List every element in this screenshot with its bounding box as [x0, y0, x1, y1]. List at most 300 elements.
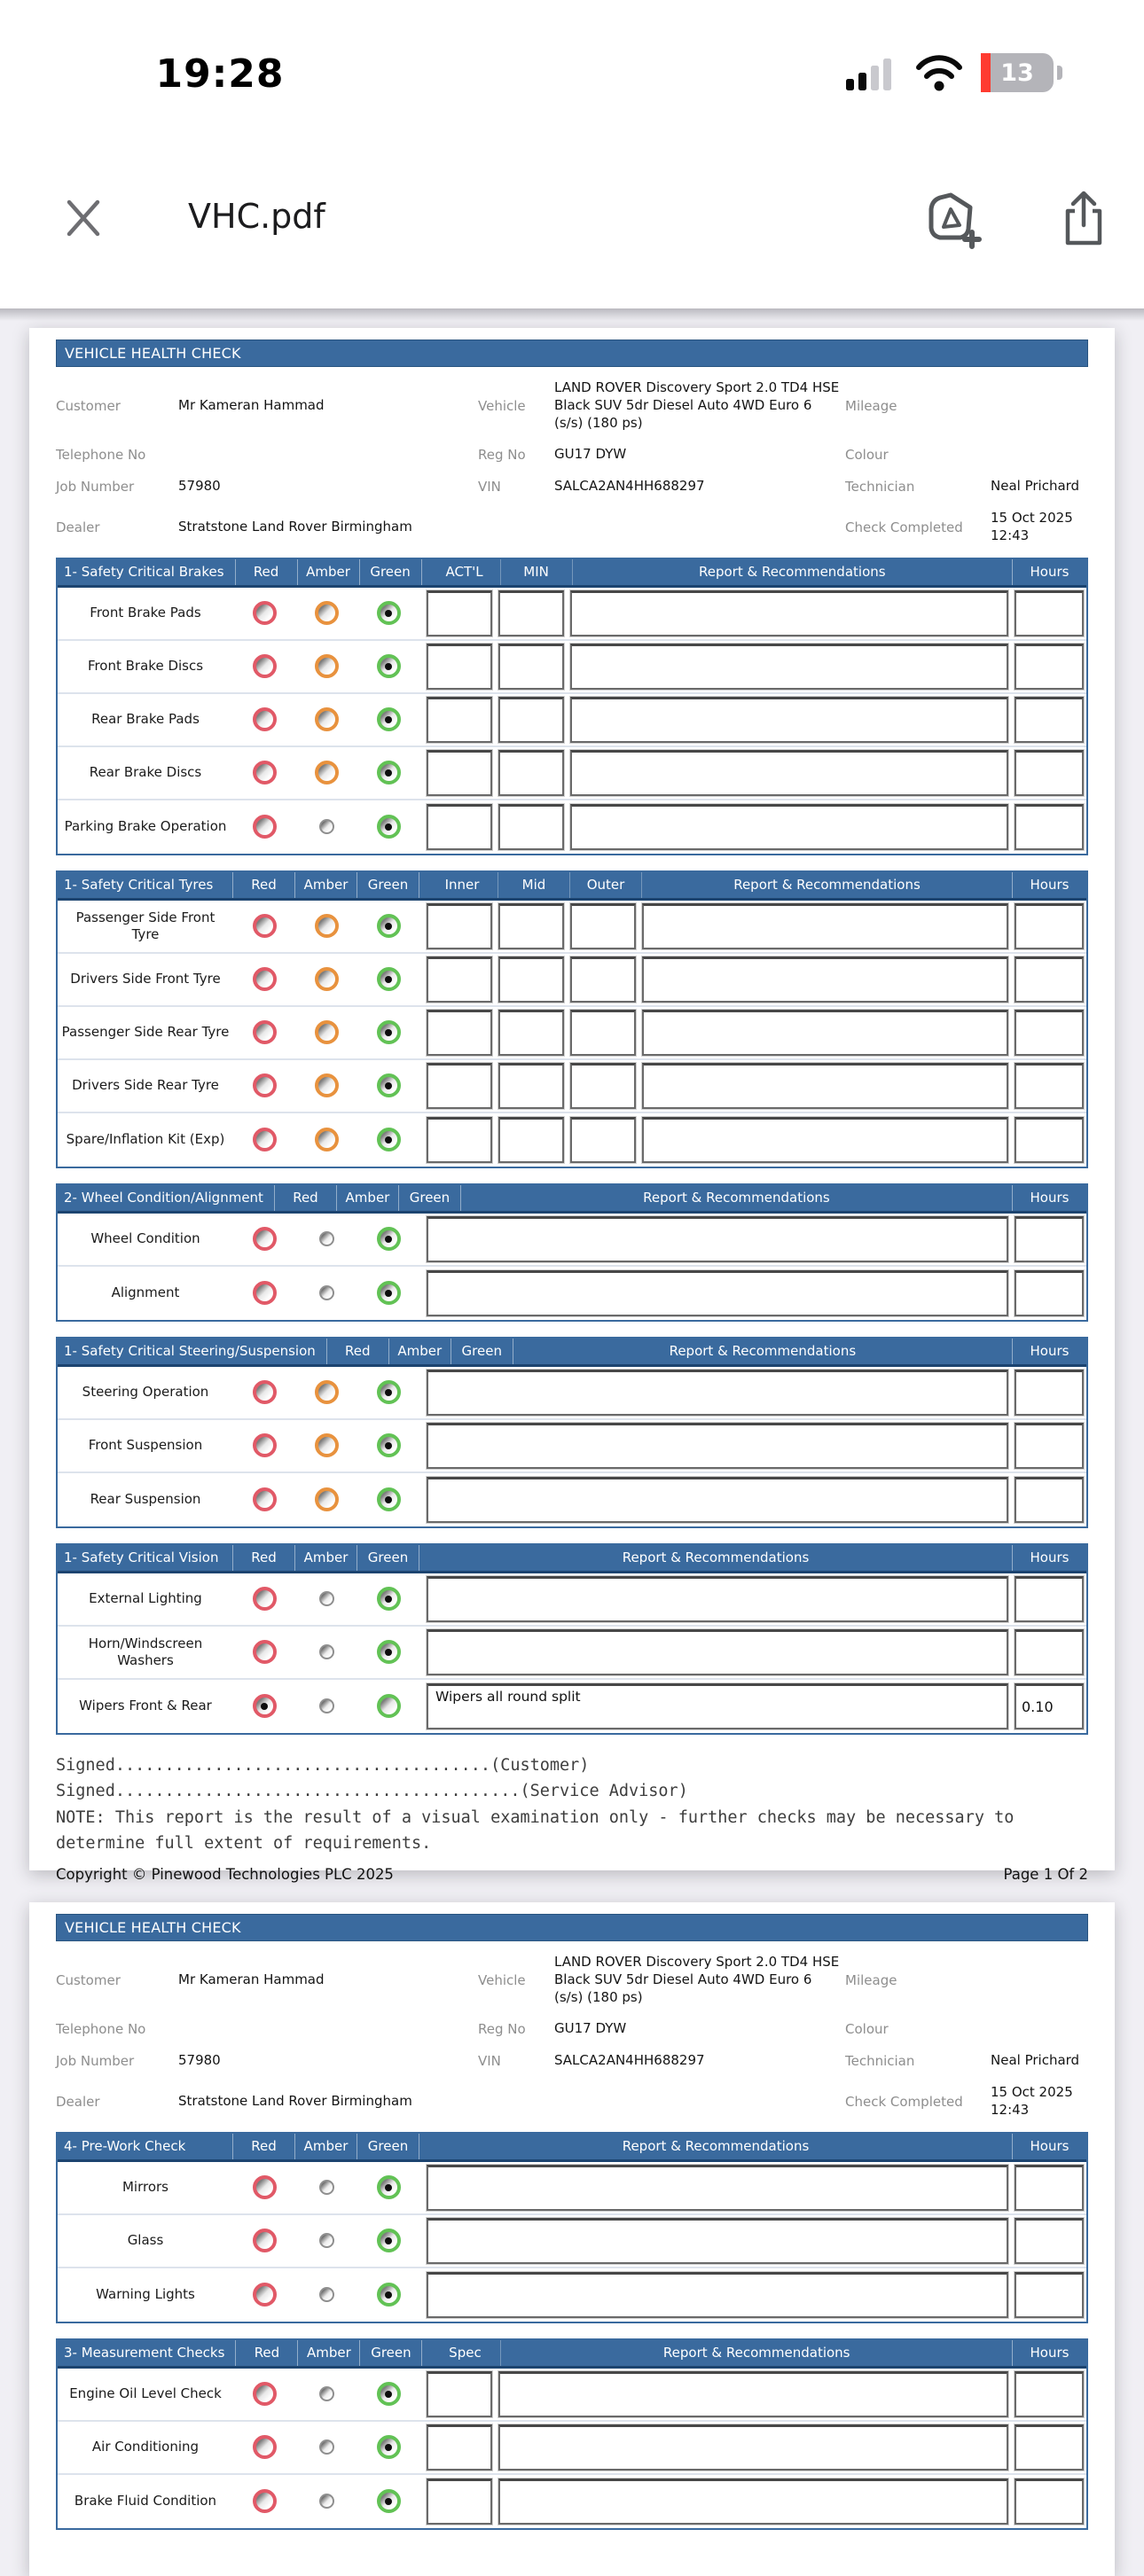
table-title: 1- Safety Critical Tyres: [58, 872, 233, 898]
row-label: Air Conditioning: [91, 2439, 200, 2455]
table-safety-critical-vision: [56, 1543, 1088, 1735]
report-box: [427, 2165, 1008, 2211]
green-radio-selected: [377, 914, 401, 938]
report-box: [427, 1576, 1008, 1622]
table-row: [58, 1007, 1086, 1060]
column-header-green: Green: [360, 2340, 422, 2366]
green-radio-selected: [377, 707, 401, 731]
hours-box: [1015, 804, 1084, 850]
column-header-report: Report & Recommendations: [662, 2345, 850, 2361]
green-radio-selected: [377, 601, 401, 625]
amber-radio: [315, 654, 339, 678]
red-radio: [253, 2435, 277, 2459]
red-radio: [253, 1128, 277, 1151]
info-value: [554, 520, 845, 535]
row-label: Mirrors: [121, 2179, 168, 2196]
info-value: [991, 2022, 1088, 2036]
table-row: [58, 588, 1086, 641]
amber-radio: [319, 819, 334, 834]
row-label: Steering Operation: [82, 1384, 209, 1401]
row-label: Wipers Front & Rear: [79, 1698, 212, 1714]
column-header-report: Report & Recommendations: [698, 564, 886, 581]
wifi-icon: [913, 53, 965, 92]
red-radio: [253, 707, 277, 731]
amber-radio: [315, 1380, 339, 1404]
column-header-report: Report & Recommendations: [733, 877, 921, 894]
table-row: [58, 1420, 1086, 1473]
info-value: SALCA2AN4HH688297: [554, 2052, 705, 2069]
measure-input-box: [498, 750, 564, 796]
report-box: [570, 590, 1008, 636]
info-label: Customer: [56, 397, 121, 414]
info-label: Mileage: [845, 1971, 897, 1988]
row-label: Wheel Condition: [90, 1230, 200, 1247]
hours-box: [1015, 956, 1084, 1003]
measure-input-box: [570, 956, 636, 1003]
signed-customer-line: Signed......................................(Customer): [56, 1755, 590, 1775]
column-header-red: Red: [236, 559, 298, 585]
hours-box: [1015, 1370, 1084, 1416]
measure-input-box: [498, 804, 564, 850]
measure-input-box: [570, 1010, 636, 1056]
table-wheel-condition-alignment: [56, 1183, 1088, 1322]
measure-input-box: [498, 1063, 564, 1109]
hours-box: [1015, 590, 1084, 636]
report-box: [427, 1370, 1008, 1416]
green-radio-selected: [377, 1433, 401, 1457]
amber-radio: [315, 601, 339, 625]
table-header-row: [58, 1339, 1086, 1367]
info-label: Colour: [845, 2021, 889, 2038]
row-label: Front Suspension: [88, 1437, 203, 1454]
green-radio-selected: [377, 2435, 401, 2459]
red-radio: [253, 601, 277, 625]
info-label: Colour: [845, 447, 889, 464]
measure-input-box: [427, 804, 492, 850]
hours-box: [1015, 2165, 1084, 2211]
table-steering-suspension: [56, 1337, 1088, 1528]
measure-input-box: [498, 1010, 564, 1056]
row-label: Glass: [127, 2232, 164, 2249]
table-row: [58, 1627, 1086, 1680]
table-safety-critical-tyres: [56, 870, 1088, 1168]
measure-input-box: [427, 2478, 492, 2525]
table-header-row: [58, 1545, 1086, 1573]
column-header-hours: Hours: [1012, 2134, 1086, 2159]
green-radio-selected: [377, 1128, 401, 1151]
row-label: Front Brake Discs: [87, 658, 204, 675]
hours-box: [1015, 2424, 1084, 2471]
measure-input-box: [427, 1117, 492, 1163]
measure-input-box: [570, 1063, 636, 1109]
vehicle-info-grid: [56, 1947, 1088, 2127]
table-title: 3- Measurement Checks: [58, 2340, 236, 2366]
row-label: Front Brake Pads: [90, 605, 201, 621]
hours-box: [1015, 1477, 1084, 1523]
measure-input-box: [427, 2424, 492, 2471]
row-label: Brake Fluid Condition: [74, 2493, 217, 2510]
red-radio: [253, 2382, 277, 2406]
report-box: [427, 2272, 1008, 2318]
hours-box: [1015, 697, 1084, 743]
table-row: [58, 2215, 1086, 2268]
green-radio-selected: [377, 1380, 401, 1404]
amber-radio: [315, 1073, 339, 1097]
amber-radio: [315, 1433, 339, 1457]
column-header-amber: Amber: [295, 872, 357, 898]
report-box: [427, 1423, 1008, 1469]
table-row: [58, 2268, 1086, 2322]
measure-input-box: [498, 956, 564, 1003]
measure-input-box: [498, 644, 564, 690]
info-label: Check Completed: [845, 519, 963, 535]
copyright-text: Copyright © Pinewood Technologies PLC 2025: [56, 1865, 394, 1883]
info-label: Telephone No: [56, 2021, 146, 2038]
close-button[interactable]: [51, 186, 115, 250]
report-box: [427, 2218, 1008, 2264]
measure-input-box: [498, 1117, 564, 1163]
green-radio-selected: [377, 2229, 401, 2252]
green-radio-selected: [377, 2175, 401, 2199]
green-radio-selected: [377, 1640, 401, 1664]
table-row: [58, 2475, 1086, 2528]
amber-radio: [319, 1231, 334, 1246]
row-label: Drivers Side Front Tyre: [70, 971, 221, 987]
battery-icon: [981, 53, 1062, 92]
amber-radio: [319, 2287, 334, 2302]
info-label: Technician: [845, 479, 915, 496]
column-header-measure: Inner: [427, 872, 498, 898]
hours-box: [1015, 1010, 1084, 1056]
table-row: [58, 800, 1086, 854]
report-box: [498, 2424, 1008, 2471]
red-radio: [253, 914, 277, 938]
column-header-report: Report & Recommendations: [643, 1190, 830, 1206]
info-label: Reg No: [478, 447, 526, 464]
report-box: [498, 2371, 1008, 2417]
amber-radio: [315, 707, 339, 731]
report-box: [642, 903, 1008, 949]
cellular-signal-icon: [844, 54, 897, 91]
row-label: Rear Brake Discs: [89, 764, 202, 781]
column-header-amber: Amber: [337, 1185, 399, 1211]
measure-input-box: [427, 750, 492, 796]
column-header-report: Report & Recommendations: [622, 1550, 810, 1566]
report-box: [570, 697, 1008, 743]
amber-radio: [319, 2439, 334, 2455]
info-label: Technician: [845, 2053, 915, 2070]
column-header-amber: Amber: [298, 2340, 360, 2366]
table-header-row: [58, 872, 1086, 901]
hours-box: [1015, 1423, 1084, 1469]
vehicle-info-grid: [56, 372, 1088, 552]
column-header-amber: Amber: [295, 1545, 357, 1571]
table-measurement-checks: [56, 2338, 1088, 2530]
info-value: 15 Oct 2025 12:43: [991, 2083, 1073, 2118]
red-radio: [253, 2283, 277, 2307]
vhc-title-bar: VEHICLE HEALTH CHECK: [56, 340, 1088, 367]
table-title: 1- Safety Critical Vision: [58, 1545, 233, 1571]
table-row: [58, 954, 1086, 1007]
info-value: [991, 1973, 1088, 1987]
report-box: Wipers all round split: [427, 1683, 1008, 1729]
column-header-green: Green: [360, 559, 422, 585]
red-radio: [253, 1281, 277, 1305]
amber-radio: [319, 1285, 334, 1300]
table-title: 1- Safety Critical Brakes: [58, 559, 236, 585]
hours-box: [1015, 2478, 1084, 2525]
red-radio-selected: [253, 1694, 277, 1718]
report-box: [642, 1117, 1008, 1163]
column-header-measure: MIN: [501, 559, 573, 585]
info-value: 57980: [178, 2052, 221, 2069]
amber-radio: [319, 2180, 334, 2195]
green-radio-selected: [377, 761, 401, 785]
info-value: LAND ROVER Discovery Sport 2.0 TD4 HSE Black SUV 5dr Diesel Auto 4WD Euro 6 (s/s) (180 ps): [554, 1954, 840, 2005]
red-radio: [253, 2229, 277, 2252]
pdf-page-1: [29, 328, 1115, 1883]
page-footer: [56, 1752, 1088, 1883]
column-header-green: Green: [357, 1545, 419, 1571]
vhc-title-bar: VEHICLE HEALTH CHECK: [56, 1914, 1088, 1941]
column-header-green: Green: [451, 1339, 513, 1364]
column-header-red: Red: [233, 872, 295, 898]
table-row: [58, 694, 1086, 747]
table-row: [58, 1680, 1086, 1733]
green-radio-selected: [377, 654, 401, 678]
report-box: [498, 2478, 1008, 2525]
green-radio-selected: [377, 2283, 401, 2307]
measure-input-box: [570, 1117, 636, 1163]
red-radio: [253, 1227, 277, 1251]
amber-radio: [319, 2494, 334, 2509]
hours-box: [1015, 903, 1084, 949]
toolbar-shadow: [0, 308, 1144, 321]
row-label: Warning Lights: [96, 2286, 195, 2303]
table-title: 4- Pre-Work Check: [58, 2134, 233, 2159]
table-row: [58, 1573, 1086, 1627]
column-header-amber: Amber: [295, 2134, 357, 2159]
hours-box: [1015, 1576, 1084, 1622]
measure-input-box: [427, 1010, 492, 1056]
info-label: Mileage: [845, 397, 897, 414]
markup-add-button[interactable]: [921, 188, 981, 252]
hours-box: [1015, 1117, 1084, 1163]
info-value: [178, 448, 478, 462]
green-radio-selected: [377, 1487, 401, 1511]
info-value: SALCA2AN4HH688297: [554, 478, 705, 495]
red-radio: [253, 2489, 277, 2513]
row-label: Engine Oil Level Check: [69, 2385, 222, 2402]
measure-input-box: [427, 697, 492, 743]
red-radio: [253, 1020, 277, 1044]
amber-radio: [315, 967, 339, 991]
column-header-red: Red: [233, 2134, 295, 2159]
table-row: [58, 1113, 1086, 1167]
table-row: [58, 901, 1086, 954]
table-header-row: [58, 1185, 1086, 1214]
table-header-row: [58, 2134, 1086, 2162]
hours-box: [1015, 2272, 1084, 2318]
column-header-hours: Hours: [1012, 2340, 1086, 2366]
info-label: [478, 2095, 554, 2109]
red-radio: [253, 1073, 277, 1097]
table-row: [58, 747, 1086, 800]
row-label: Rear Brake Pads: [91, 711, 200, 728]
green-radio-selected: [377, 1073, 401, 1097]
info-value: GU17 DYW: [554, 446, 627, 463]
measure-input-box: [498, 697, 564, 743]
pdf-scroll-area[interactable]: [0, 308, 1144, 2576]
info-value: LAND ROVER Discovery Sport 2.0 TD4 HSE Black SUV 5dr Diesel Auto 4WD Euro 6 (s/s) (180 ps): [554, 379, 840, 431]
column-header-amber: Amber: [389, 1339, 451, 1364]
column-header-hours: Hours: [1012, 1545, 1086, 1571]
report-box: [642, 1063, 1008, 1109]
red-radio: [253, 1587, 277, 1611]
red-radio: [253, 1380, 277, 1404]
status-time: 19:28: [155, 51, 285, 97]
column-header-red: Red: [275, 1185, 337, 1211]
row-label: Alignment: [111, 1284, 180, 1301]
table-safety-critical-brakes: [56, 558, 1088, 855]
table-title: 2- Wheel Condition/Alignment: [58, 1185, 275, 1211]
measure-input-box: [427, 903, 492, 949]
row-label: External Lighting: [89, 1590, 202, 1607]
row-label: Passenger Side Rear Tyre: [61, 1024, 230, 1041]
red-radio: [253, 1640, 277, 1664]
info-value: Neal Prichard: [991, 2052, 1080, 2069]
info-label: Customer: [56, 1971, 121, 1988]
report-box: [570, 750, 1008, 796]
info-label: Dealer: [56, 519, 100, 535]
info-label: [478, 520, 554, 535]
info-value: [554, 2095, 845, 2109]
green-radio-selected: [377, 815, 401, 839]
column-header-red: Red: [236, 2340, 298, 2366]
info-label: Vehicle: [478, 397, 526, 414]
report-box: [642, 1010, 1008, 1056]
column-header-report: Report & Recommendations: [622, 2138, 810, 2155]
column-header-hours: Hours: [1012, 559, 1086, 585]
red-radio: [253, 815, 277, 839]
hours-box: 0.10: [1015, 1683, 1084, 1729]
table-row: [58, 2422, 1086, 2475]
row-label: Passenger Side Front Tyre: [75, 909, 215, 942]
report-box: [427, 1477, 1008, 1523]
hours-box: [1015, 1216, 1084, 1262]
column-header-measure: ACT'L: [429, 559, 501, 585]
info-value: Neal Prichard: [991, 478, 1080, 495]
hours-box: [1015, 1629, 1084, 1675]
table-row: [58, 1060, 1086, 1113]
table-pre-work-check: [56, 2132, 1088, 2323]
amber-radio: [315, 1020, 339, 1044]
amber-radio: [319, 1644, 334, 1659]
report-box: [570, 804, 1008, 850]
measure-input-box: [570, 903, 636, 949]
amber-radio: [319, 2233, 334, 2248]
column-header-green: Green: [399, 1185, 461, 1211]
amber-radio: [319, 1591, 334, 1606]
table-title: 1- Safety Critical Steering/Suspension: [58, 1339, 327, 1364]
table-row: [58, 1214, 1086, 1267]
amber-radio: [315, 761, 339, 785]
column-header-hours: Hours: [1012, 1185, 1086, 1211]
column-header-report: Report & Recommendations: [669, 1343, 857, 1360]
report-box: [427, 1629, 1008, 1675]
info-value: [178, 2022, 478, 2036]
amber-radio: [315, 914, 339, 938]
green-radio-selected: [377, 1020, 401, 1044]
info-label: Vehicle: [478, 1971, 526, 1988]
info-label: Telephone No: [56, 447, 146, 464]
share-button[interactable]: [1054, 188, 1114, 252]
battery-percent: 13: [1000, 59, 1034, 87]
column-header-hours: Hours: [1012, 1339, 1086, 1364]
table-row: [58, 1367, 1086, 1420]
info-value: GU17 DYW: [554, 2020, 627, 2037]
info-value: Stratstone Land Rover Birmingham: [178, 518, 412, 535]
red-radio: [253, 967, 277, 991]
row-label: Rear Suspension: [90, 1491, 201, 1508]
info-label: Check Completed: [845, 2093, 963, 2110]
measure-input-box: [427, 956, 492, 1003]
table-row: [58, 641, 1086, 694]
report-box: [427, 1216, 1008, 1262]
info-value: [991, 448, 1088, 462]
red-radio: [253, 761, 277, 785]
report-box: [427, 1270, 1008, 1316]
column-header-green: Green: [357, 2134, 419, 2159]
signed-advisor-line: Signed.........................................(Service Advisor): [56, 1782, 688, 1801]
info-label: Job Number: [56, 479, 135, 496]
column-header-measure: Mid: [498, 872, 570, 898]
table-row: [58, 1267, 1086, 1320]
document-title: VHC.pdf: [188, 197, 325, 236]
table-header-row: [58, 2340, 1086, 2369]
column-header-measure: Outer: [570, 872, 642, 898]
hours-box: [1015, 1270, 1084, 1316]
green-radio-selected: [377, 967, 401, 991]
info-label: Job Number: [56, 2053, 135, 2070]
row-label: Drivers Side Rear Tyre: [72, 1077, 219, 1094]
info-value: Mr Kameran Hammad: [178, 1971, 325, 1987]
hours-box: [1015, 750, 1084, 796]
info-value: Mr Kameran Hammad: [178, 396, 325, 413]
hours-box: [1015, 644, 1084, 690]
red-radio: [253, 1487, 277, 1511]
column-header-green: Green: [357, 872, 419, 898]
hours-box: [1015, 2218, 1084, 2264]
pdf-page-2: [29, 1902, 1115, 2576]
top-bar: [0, 0, 1144, 308]
measure-input-box: [427, 644, 492, 690]
status-icons: [844, 53, 1062, 92]
red-radio: [253, 654, 277, 678]
measure-input-box: [427, 2371, 492, 2417]
green-radio-selected: [377, 1227, 401, 1251]
info-label: Reg No: [478, 2021, 526, 2038]
red-radio: [253, 1433, 277, 1457]
amber-radio: [315, 1487, 339, 1511]
table-row: [58, 2162, 1086, 2215]
red-radio: [253, 2175, 277, 2199]
info-label: VIN: [478, 479, 501, 496]
green-radio: [377, 1694, 401, 1718]
table-row: [58, 2369, 1086, 2422]
column-header-measure: Spec: [429, 2340, 501, 2366]
row-label: Parking Brake Operation: [64, 818, 227, 835]
